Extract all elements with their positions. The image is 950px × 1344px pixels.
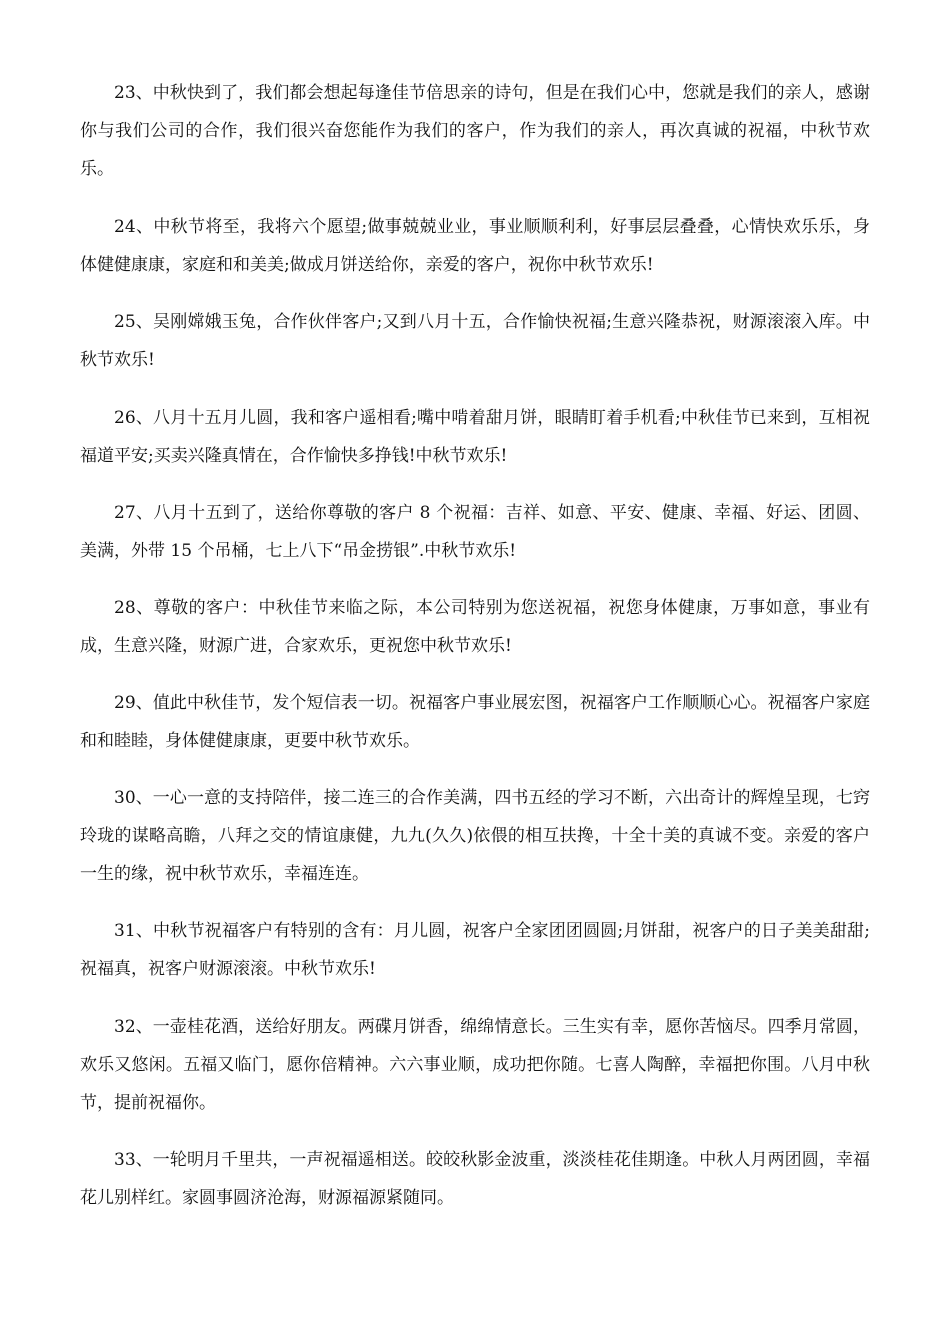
paragraph-31: 31、中秋节祝福客户有特别的含有：月儿圆，祝客户全家团团圆圆;月饼甜，祝客户的日子美美甜甜;祝福真，祝客户财源滚滚。中秋节欢乐! bbox=[80, 921, 870, 979]
paragraph-32: 32、一壶桂花酒，送给好朋友。两碟月饼香，绵绵情意长。三生实有幸，愿你苦恼尽。四季月常圆，欢乐又悠闲。五福又临门，愿你倍精神。六六事业顺，成功把你随。七喜人陶醉，幸福把你围。八月中秋节，提前祝福你。 bbox=[80, 1017, 870, 1113]
paragraph-26: 26、八月十五月儿圆，我和客户遥相看;嘴中啃着甜月饼，眼睛盯着手机看;中秋佳节已来到，互相祝福道平安;买卖兴隆真情在，合作愉快多挣钱!中秋节欢乐! bbox=[80, 408, 870, 466]
paragraph-25: 25、吴刚嫦娥玉兔，合作伙伴客户;又到八月十五，合作愉快祝福;生意兴隆恭祝，财源滚滚入库。中秋节欢乐! bbox=[80, 312, 870, 370]
paragraph-27: 27、八月十五到了，送给你尊敬的客户 8 个祝福：吉祥、如意、平安、健康、幸福、好运、团圆、美满，外带 15 个吊桶，七上八下“吊金捞银”.中秋节欢乐! bbox=[80, 503, 870, 561]
paragraph-28: 28、尊敬的客户：中秋佳节来临之际，本公司特别为您送祝福，祝您身体健康，万事如意，事业有成，生意兴隆，财源广进，合家欢乐，更祝您中秋节欢乐! bbox=[80, 598, 870, 656]
paragraph-33: 33、一轮明月千里共，一声祝福遥相送。皎皎秋影金波重，淡淡桂花佳期逢。中秋人月两团圆，幸福花儿别样红。家圆事圆济沧海，财源福源紧随同。 bbox=[80, 1150, 870, 1208]
paragraph-23: 23、中秋快到了，我们都会想起每逢佳节倍思亲的诗句，但是在我们心中，您就是我们的亲人，感谢你与我们公司的合作，我们很兴奋您能作为我们的客户，作为我们的亲人，再次真诚的祝福，中秋节欢乐。 bbox=[80, 83, 870, 179]
paragraph-30: 30、一心一意的支持陪伴，接二连三的合作美满，四书五经的学习不断，六出奇计的辉煌呈现，七窍玲珑的谋略高瞻，八拜之交的情谊康健，九九(久久)依偎的相互扶搀，十全十美的真诚不变。亲爱的客户一生的缘，祝中秋节欢乐，幸福连连。 bbox=[80, 788, 870, 884]
paragraph-29: 29、值此中秋佳节，发个短信表一切。祝福客户事业展宏图，祝福客户工作顺顺心心。祝福客户家庭和和睦睦，身体健健康康，更要中秋节欢乐。 bbox=[80, 693, 870, 751]
paragraph-24: 24、中秋节将至，我将六个愿望;做事兢兢业业，事业顺顺利利，好事层层叠叠，心情快欢乐乐，身体健健康康，家庭和和美美;做成月饼送给你，亲爱的客户，祝你中秋节欢乐! bbox=[80, 217, 870, 275]
